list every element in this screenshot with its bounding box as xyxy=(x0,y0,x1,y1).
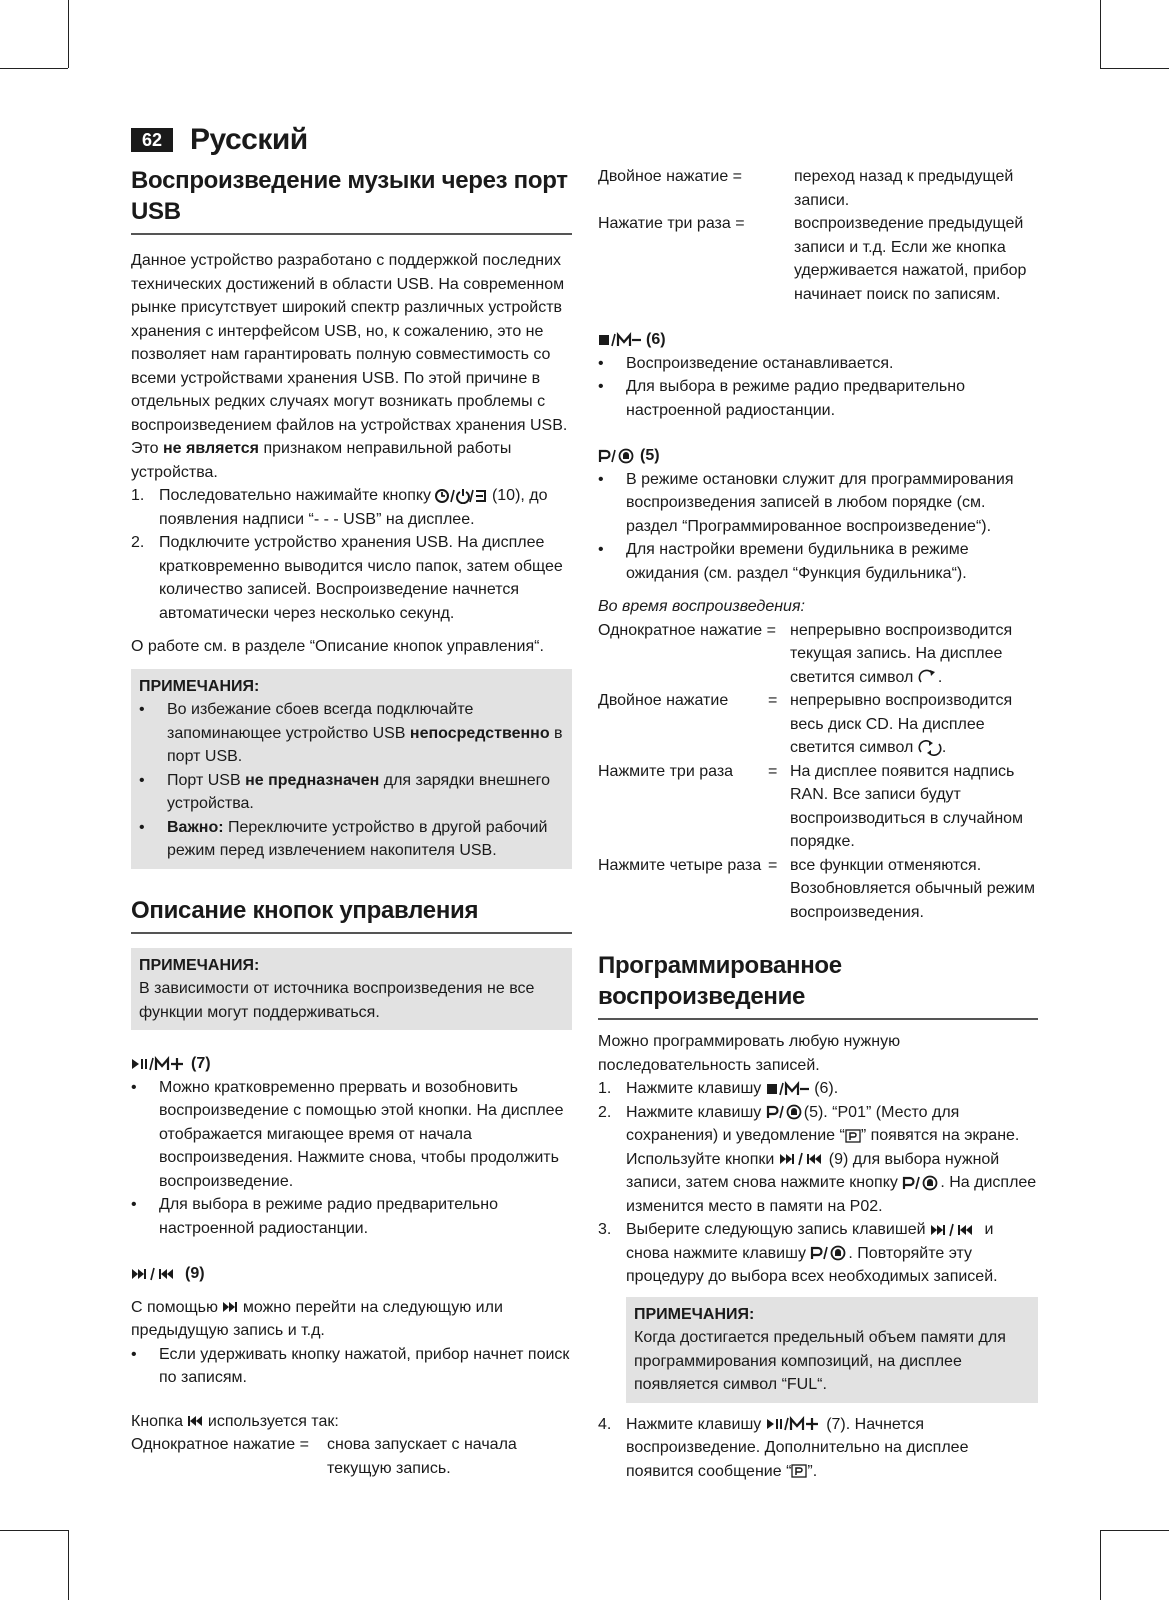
program-alarm-icon xyxy=(766,1104,804,1120)
controls-notes-box xyxy=(131,948,572,1031)
note-bold: непосредственно xyxy=(409,724,550,742)
button-number: (5) xyxy=(640,447,660,464)
skip-text-end: можно перейти на следующую или предыдущую запись и т.д. xyxy=(131,1298,503,1339)
button-number: (6) xyxy=(646,331,666,348)
programmed-notes-box xyxy=(626,1297,1038,1403)
program-alarm-icon xyxy=(810,1245,848,1261)
definition-value: переход назад к предыдущей записи. xyxy=(794,168,1014,209)
crop-mark xyxy=(0,68,68,69)
note-title: ПРИМЕЧАНИЯ: xyxy=(139,956,260,974)
page-header xyxy=(131,120,308,160)
list-item: • Для выбора в режиме радио предварительно настроенной радиостанции. xyxy=(131,1193,572,1240)
definition-key: Двойное нажатие = xyxy=(598,168,743,185)
repeat-all-icon xyxy=(918,740,942,756)
crop-mark xyxy=(1100,68,1169,69)
step-text: ” появятся на экране. Используйте кнопки xyxy=(626,1127,1020,1168)
skip-list xyxy=(131,1343,572,1390)
skip-heading xyxy=(131,1262,572,1286)
note-bold: Важно: xyxy=(167,818,224,836)
usb-intro-text-end: признаком неправильной работы устройства. xyxy=(131,440,512,481)
page-language: Русский xyxy=(190,123,308,157)
stop-memory-minus-icon xyxy=(598,332,642,348)
step-number: 1. xyxy=(131,487,145,504)
definition-key: Нажмите четыре раза xyxy=(598,856,762,874)
note-title: ПРИМЕЧАНИЯ: xyxy=(139,677,260,695)
repeat-one-icon xyxy=(918,669,938,685)
note-text: Во избежание сбоев всегда подключайте запоминающее устройство USB xyxy=(167,701,474,742)
program-alarm-icon xyxy=(902,1175,940,1191)
usb-intro-text: Данное устройство разработано с поддержкой последних технических достижений в области USB. На современном рынке присутствует широкий спектр различных устройств хранения с интерфейсом USB, но, к сожалению, это не позволяет нам гарантировать полную совместимость со всеми устройствами хранения USB. По этой причине в отдельных редких случаях могут возникать проблемы с воспроизведением файлов на устройствах хранения USB. Это xyxy=(131,252,568,457)
programmed-steps-continued xyxy=(598,1413,1038,1484)
crop-mark xyxy=(1100,1530,1101,1600)
program-indicator-icon xyxy=(845,1129,861,1143)
skip-next-icon xyxy=(222,1300,238,1314)
definition-value: снова запускает с начала текущую запись. xyxy=(327,1436,517,1477)
stop-memory-minus-icon xyxy=(766,1081,810,1097)
step-number: 1. xyxy=(598,1080,612,1097)
definition-key: Однократное нажатие = xyxy=(598,621,776,639)
step-text: Нажмите клавишу xyxy=(626,1415,762,1433)
crop-mark xyxy=(1100,0,1101,68)
program-heading xyxy=(598,444,1038,468)
note-text: Когда достигается предельный объем памяти для программирования композиций, на дисплее появляется символ “FUL“. xyxy=(634,1329,1006,1393)
skip-previous-icon xyxy=(187,1414,203,1428)
definition-key: Нажатие три раза = xyxy=(598,215,745,232)
definition-row xyxy=(598,854,1038,925)
step-number: 3. xyxy=(598,1221,612,1238)
definition-value: воспроизведение предыдущей записи и т.д. Если же кнопка удерживается нажатой, прибор начинает поиск по записям. xyxy=(794,215,1027,303)
crop-mark xyxy=(68,1530,69,1600)
definition-value xyxy=(790,619,1038,690)
list-item: • В режиме остановки служит для программирования воспроизведения записей в любом порядке (см. раздел “Программированное воспроизведение“). xyxy=(598,468,1038,539)
list-item: • Для настройки времени будильника в режиме ожидания (см. раздел “Функция будильника“). xyxy=(598,538,1038,585)
play-pause-memory-plus-icon xyxy=(131,1056,187,1072)
definition-value: На дисплее появится надпись RAN. Все записи будут воспроизводиться в случайном порядке. xyxy=(790,762,1024,850)
programmed-intro: Можно программировать любую нужную последовательность записей. xyxy=(598,1033,901,1074)
usb-steps xyxy=(131,484,572,625)
crop-mark xyxy=(1100,1530,1169,1531)
list-item xyxy=(598,1218,1038,1289)
note-title: ПРИМЕЧАНИЯ: xyxy=(634,1305,755,1323)
step-text: (7). Начнется воспроизведение. Дополнительно на дисплее появится сообщение “ xyxy=(626,1415,969,1480)
step-text: Нажмите клавишу xyxy=(626,1103,762,1121)
step-text-end: (10), до появления надписи “- - - USB” на дисплее. xyxy=(159,487,548,528)
definition-text-end: . xyxy=(941,739,947,756)
usb-notes-box xyxy=(131,669,572,869)
right-column xyxy=(598,165,1038,1483)
definition-value xyxy=(790,689,1038,760)
program-alarm-icon xyxy=(598,448,636,464)
controls-section-title: Описание кнопок управления xyxy=(131,895,572,934)
skip-next-previous-icon xyxy=(930,1222,980,1238)
list-item: • Если удерживать кнопку нажатой, прибор начнет поиск по записям. xyxy=(131,1343,572,1390)
definition-text: непрерывно воспроизводится весь диск CD. На дисплее светится символ xyxy=(790,692,1013,756)
definition-key: Однократное нажатие = xyxy=(131,1436,309,1453)
list-item xyxy=(598,1101,1038,1219)
definition-equals: = xyxy=(768,762,778,780)
step-number: 4. xyxy=(598,1415,612,1433)
programmed-section-title: Программированное воспроизведение xyxy=(598,950,1038,1020)
note-text: В зависимости от источника воспроизведения не все функции могут поддерживаться. xyxy=(139,980,535,1021)
skip-back-text: Кнопка xyxy=(131,1412,183,1430)
note-text: Порт USB xyxy=(167,771,246,789)
list-item xyxy=(598,1077,1038,1101)
definition-row xyxy=(598,760,1038,854)
step-text: Подключите устройство хранения USB. На дисплее кратковременно выводится число папок, затем общее количество записей. Воспроизведение начнется автоматически через несколько секунд. xyxy=(159,534,563,622)
step-text: и снова нажмите клавишу xyxy=(626,1221,994,1262)
usb-reference: О работе см. в разделе “Описание кнопок управления“. xyxy=(131,638,544,655)
usb-section-title: Воспроизведение музыки через порт USB xyxy=(131,165,572,235)
skip-text: С помощью xyxy=(131,1298,218,1316)
definition-equals: = xyxy=(768,692,778,709)
step-text: Последовательно нажимайте кнопку xyxy=(159,487,432,504)
step-text: Нажмите клавишу xyxy=(626,1080,762,1097)
step-number: 2. xyxy=(598,1103,612,1121)
skip-back-intro xyxy=(131,1410,572,1434)
play-pause-memory-plus-icon xyxy=(766,1416,822,1432)
definition-row xyxy=(598,689,1038,760)
list-item xyxy=(131,531,572,625)
note-text-end: Переключите устройство в другой рабочий режим перед извлечением накопителя USB. xyxy=(167,818,548,859)
definition-row xyxy=(131,1433,572,1480)
definition-value: все функции отменяются. Возобновляется обычный режим воспроизведения. xyxy=(790,856,1035,921)
note-text-end: в порт USB. xyxy=(167,724,563,765)
during-playback-label: Во время воспроизведения: xyxy=(598,598,805,615)
usb-intro-bold: не является xyxy=(163,440,260,457)
skip-description xyxy=(131,1296,572,1343)
definition-key: Двойное нажатие xyxy=(598,692,729,709)
program-list xyxy=(598,468,1038,586)
definition-text-end: . xyxy=(937,668,943,686)
play-pause-heading xyxy=(131,1052,572,1076)
crop-mark xyxy=(68,0,69,68)
step-text-end: ”. xyxy=(807,1462,818,1480)
programmed-steps xyxy=(598,1077,1038,1289)
step-text-end: (6). xyxy=(814,1080,839,1097)
note-text-end: для зарядки внешнего устройства. xyxy=(167,771,551,812)
list-item: • Воспроизведение останавливается. xyxy=(598,352,1038,376)
skip-next-previous-icon xyxy=(779,1151,829,1167)
skip-next-previous-icon xyxy=(131,1266,181,1282)
program-indicator-icon xyxy=(791,1464,807,1478)
button-number: (9) xyxy=(185,1265,205,1282)
crop-mark xyxy=(0,1530,68,1531)
step-text-end: . На дисплее изменится место в памяти на P02. xyxy=(626,1174,1037,1215)
step-number: 2. xyxy=(131,534,145,551)
step-text: Выберите следующую запись клавишей xyxy=(626,1221,926,1238)
step-text: (5). “P01” (Место для сохранения) и уведомление “ xyxy=(626,1103,960,1144)
list-item: • Можно кратковременно прервать и возобновить воспроизведение с помощью этой кнопки. На дисплее отображается мигающее время от начала воспроизведения. Нажмите снова, чтобы продолжить воспроизведение. xyxy=(131,1076,572,1194)
play-pause-list xyxy=(131,1076,572,1241)
left-column xyxy=(131,165,572,1480)
stop-list xyxy=(598,352,1038,423)
usb-intro xyxy=(131,249,572,484)
page-number: 62 xyxy=(131,128,173,152)
timer-power-function-icon xyxy=(435,488,487,504)
definition-key: Нажмите три раза xyxy=(598,762,734,780)
step-text-end: . Повторяйте эту процедуру до выбора всех необходимых записей. xyxy=(626,1244,998,1285)
definition-row xyxy=(598,165,1038,212)
usb-notes-list xyxy=(139,698,564,863)
list-item xyxy=(139,769,564,816)
definition-text: непрерывно воспроизводится текущая запись. На дисплее светится символ xyxy=(790,621,1013,686)
list-item xyxy=(598,1413,1038,1484)
definition-equals: = xyxy=(768,856,778,874)
definition-row xyxy=(598,212,1038,306)
skip-back-text-end: используется так: xyxy=(207,1412,339,1430)
definition-row xyxy=(598,619,1038,690)
stop-heading xyxy=(598,328,1038,352)
list-item xyxy=(131,484,572,531)
list-item: • Для выбора в режиме радио предварительно настроенной радиостанции. xyxy=(598,375,1038,422)
button-number: (7) xyxy=(191,1055,211,1072)
list-item xyxy=(139,698,564,769)
note-bold: не предназначен xyxy=(245,771,380,789)
list-item xyxy=(139,816,564,863)
step-text: (9) для выбора нужной записи, затем снова нажмите кнопку xyxy=(626,1150,1000,1191)
